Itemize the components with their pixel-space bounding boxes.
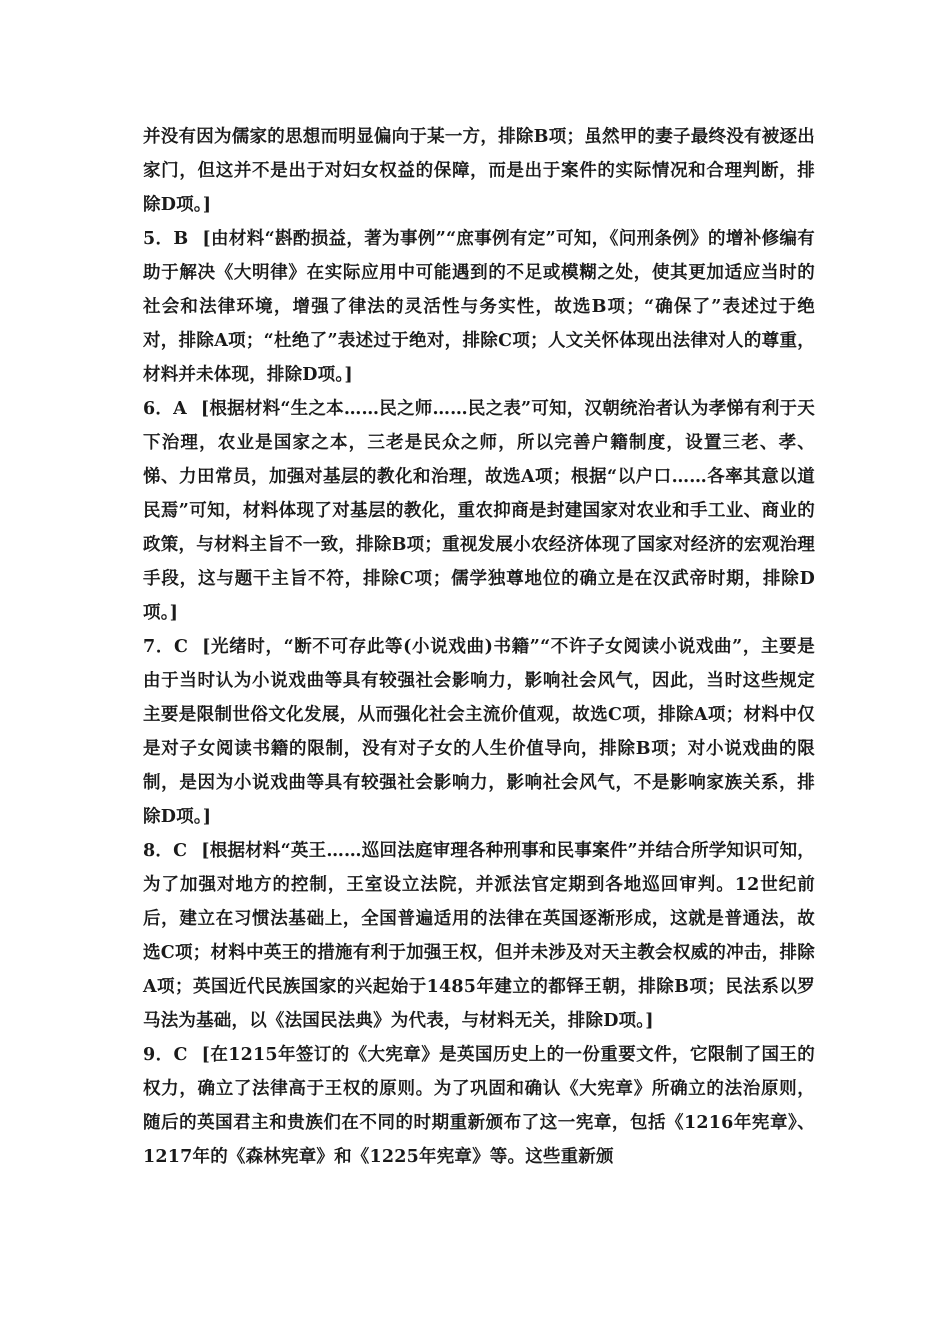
answer-item-6 xyxy=(143,392,815,630)
explanation-text: [根据材料“生之本……民之师……民之表”可知，汉朝统治者认为孝悌有利于天下治理，农业是国家之本，三老是民众之师，所以完善户籍制度，设置三老、孝、悌、力田常员，加强对基层的教化和治理，故选A项；根据“以户口……各率其意以道民焉”可知，材料体现了对基层的教化，重农抑商是封建国家对农业和手工业、商业的政策，与材料主旨不一致，排除B项；重视发展小农经济体现了国家对经济的宏观治理手段，这与题干主旨不符，排除C项；儒学独尊地位的确立是在汉武帝时期，排除D项。] xyxy=(143,399,815,623)
answer-item-7 xyxy=(143,630,815,834)
answer-choice: A xyxy=(173,399,187,419)
question-number: 9． xyxy=(143,1045,174,1065)
explanation-text: [由材料“斟酌损益，著为事例”“庶事例有定”可知，《问刑条例》的增补修编有助于解决《大明律》在实际应用中可能遇到的不足或模糊之处，使其更加适应当时的社会和法律环境，增强了律法的灵活性与务实性，故选B项；“确保了”表述过于绝对，排除A项；“杜绝了”表述过于绝对，排除C项；人文关怀体现出法律对人的尊重，材料并未体现，排除D项。] xyxy=(143,229,815,385)
answer-choice: C xyxy=(173,1045,188,1065)
answer-choice: B xyxy=(173,229,189,249)
explanation-text: [根据材料“英王……巡回法庭审理各种刑事和民事案件”并结合所学知识可知，为了加强对地方的控制，王室设立法院，并派法官定期到各地巡回审判。12世纪前后，建立在习惯法基础上，全国普遍适用的法律在英国逐渐形成，这就是普通法，故选C项；材料中英王的措施有利于加强王权，但并未涉及对天主教会权威的冲击，排除A项；英国近代民族国家的兴起始于1485年建立的都铎王朝，排除B项；民法系以罗马法为基础，以《法国民法典》为代表，与材料无关，排除D项。] xyxy=(143,841,816,1031)
question-number: 6． xyxy=(143,399,174,419)
answer-item-9 xyxy=(143,1038,815,1174)
continuation-text: 并没有因为儒家的思想而明显偏向于某一方，排除B项；虽然甲的妻子最终没有被逐出家门，但这并不是出于对妇女权益的保障，而是出于案件的实际情况和合理判断，排除D项。] xyxy=(143,127,815,215)
answer-item-8 xyxy=(143,834,815,1038)
question-number: 8． xyxy=(143,841,174,861)
explanation-text: [光绪时，“断不可存此等(小说戏曲)书籍”“不许子女阅读小说戏曲”，主要是由于当时认为小说戏曲等具有较强社会影响力，影响社会风气，因此，当时这些规定主要是限制世俗文化发展，从而强化社会主流价值观，故选C项，排除A项；材料中仅是对子女阅读书籍的限制，没有对子女的人生价值导向，排除B项；对小说戏曲的限制，是因为小说戏曲等具有较强社会影响力，影响社会风气，不是影响家族关系，排除D项。] xyxy=(143,637,815,827)
answer-choice: C xyxy=(173,637,189,657)
answer-item-5 xyxy=(143,222,815,392)
explanation-text: [在1215年签订的《大宪章》是英国历史上的一份重要文件，它限制了国王的权力，确立了法律高于王权的原则。为了巩固和确认《大宪章》所确立的法治原则，随后的英国君主和贵族们在不同的时期重新颁布了这一宪章，包括《1216年宪章》、1217年的《森林宪章》和《1225年宪章》等。这些重新颁 xyxy=(143,1045,816,1167)
question-number: 5． xyxy=(143,229,174,249)
answer-choice: C xyxy=(173,841,188,861)
answer-explanations xyxy=(143,120,815,1174)
question-number: 7． xyxy=(143,637,174,657)
continuation-paragraph xyxy=(143,120,815,222)
